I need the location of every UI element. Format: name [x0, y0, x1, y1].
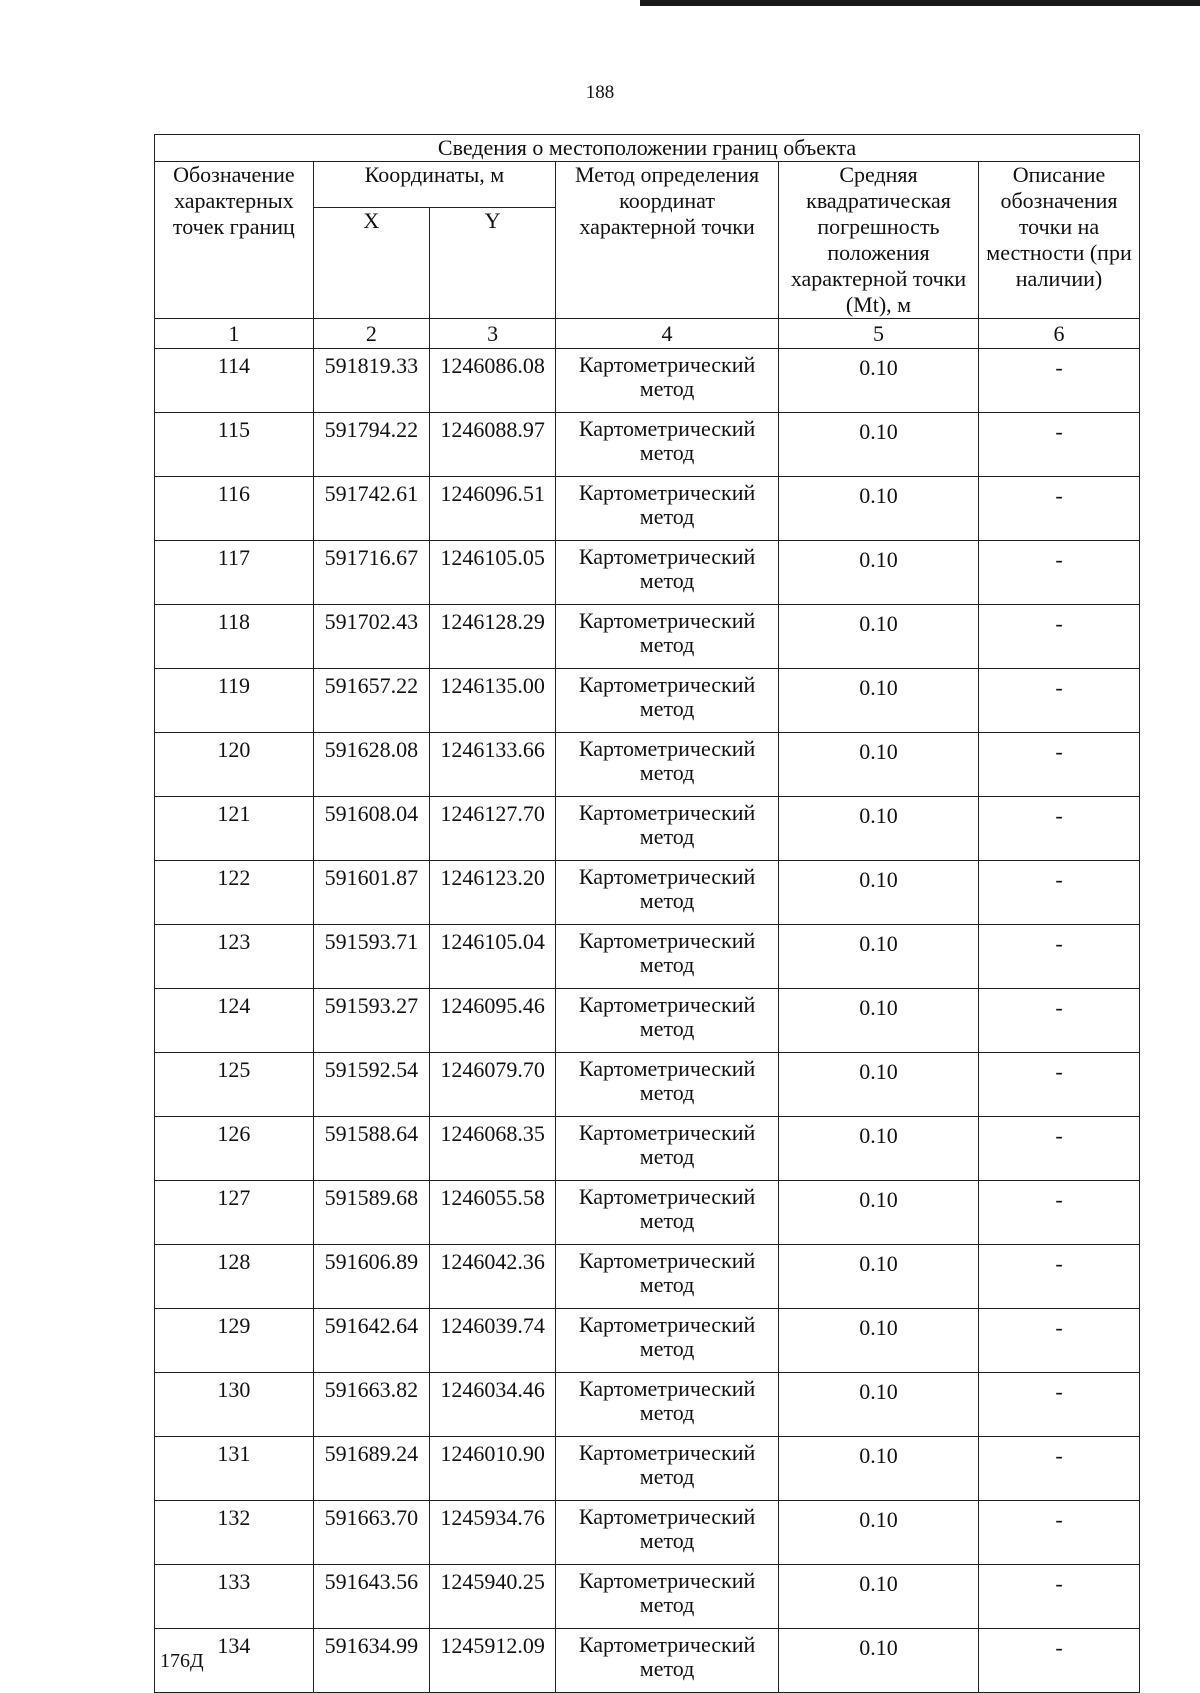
method-cell: Картометрический метод — [556, 477, 779, 541]
description-cell: - — [979, 1309, 1140, 1373]
error-cell: 0.10 — [778, 925, 978, 989]
point-number-cell: 123 — [155, 925, 314, 989]
error-cell: 0.10 — [778, 1629, 978, 1693]
error-cell: 0.10 — [778, 989, 978, 1053]
coordinate-y-cell: 1246105.05 — [430, 541, 556, 605]
coordinate-y-cell: 1246034.46 — [430, 1373, 556, 1437]
error-cell: 0.10 — [778, 605, 978, 669]
coordinate-x-cell: 591642.64 — [313, 1309, 429, 1373]
coordinate-x-cell: 591588.64 — [313, 1117, 429, 1181]
header-description: Описание обозначения точки на местности (при наличии) — [979, 162, 1140, 319]
table-row — [155, 861, 1140, 925]
coordinate-x-cell: 591592.54 — [313, 1053, 429, 1117]
footer-code: 176Д — [160, 1650, 204, 1672]
description-cell: - — [979, 1053, 1140, 1117]
header-coordinates: Координаты, м — [313, 162, 555, 208]
table-row — [155, 1309, 1140, 1373]
error-cell: 0.10 — [778, 413, 978, 477]
table-row — [155, 1501, 1140, 1565]
table-row — [155, 541, 1140, 605]
error-cell: 0.10 — [778, 541, 978, 605]
coordinate-y-cell: 1246135.00 — [430, 669, 556, 733]
point-number-cell: 132 — [155, 1501, 314, 1565]
method-cell: Картометрический метод — [556, 1053, 779, 1117]
description-cell: - — [979, 989, 1140, 1053]
table-row — [155, 605, 1140, 669]
point-number-cell: 129 — [155, 1309, 314, 1373]
description-cell: - — [979, 861, 1140, 925]
error-cell: 0.10 — [778, 1245, 978, 1309]
description-cell: - — [979, 1437, 1140, 1501]
method-cell: Картометрический метод — [556, 1437, 779, 1501]
coordinate-y-cell: 1246128.29 — [430, 605, 556, 669]
header-x: X — [313, 208, 429, 319]
coordinate-x-cell: 591593.27 — [313, 989, 429, 1053]
description-cell: - — [979, 925, 1140, 989]
header-error: Средняя квадратическая погрешность положения характерной точки (Mt), м — [778, 162, 978, 319]
coordinate-y-cell: 1246068.35 — [430, 1117, 556, 1181]
column-number: 5 — [778, 319, 978, 349]
table-row — [155, 1373, 1140, 1437]
coordinate-y-cell: 1246123.20 — [430, 861, 556, 925]
boundary-coordinates-table — [154, 134, 1140, 1693]
table-row — [155, 477, 1140, 541]
column-number: 6 — [979, 319, 1140, 349]
coordinate-x-cell: 591794.22 — [313, 413, 429, 477]
point-number-cell: 117 — [155, 541, 314, 605]
column-numbers-row — [155, 319, 1140, 349]
coordinate-y-cell: 1246055.58 — [430, 1181, 556, 1245]
table-row — [155, 925, 1140, 989]
method-cell: Картометрический метод — [556, 1629, 779, 1693]
coordinate-y-cell: 1246086.08 — [430, 349, 556, 413]
description-cell: - — [979, 1117, 1140, 1181]
header-point: Обозначение характерных точек границ — [155, 162, 314, 319]
point-number-cell: 115 — [155, 413, 314, 477]
coordinate-x-cell: 591819.33 — [313, 349, 429, 413]
description-cell: - — [979, 413, 1140, 477]
method-cell: Картометрический метод — [556, 541, 779, 605]
table-row — [155, 733, 1140, 797]
coordinate-x-cell: 591608.04 — [313, 797, 429, 861]
coordinate-y-cell: 1245934.76 — [430, 1501, 556, 1565]
page-number: 188 — [585, 82, 615, 103]
method-cell: Картометрический метод — [556, 1501, 779, 1565]
error-cell: 0.10 — [778, 1181, 978, 1245]
method-cell: Картометрический метод — [556, 861, 779, 925]
coordinate-x-cell: 591628.08 — [313, 733, 429, 797]
header-method: Метод определения координат характерной точки — [556, 162, 779, 319]
table-row — [155, 1117, 1140, 1181]
error-cell: 0.10 — [778, 861, 978, 925]
error-cell: 0.10 — [778, 349, 978, 413]
point-number-cell: 134 — [155, 1629, 314, 1693]
point-number-cell: 133 — [155, 1565, 314, 1629]
coordinate-x-cell: 591657.22 — [313, 669, 429, 733]
error-cell: 0.10 — [778, 1501, 978, 1565]
coordinate-x-cell: 591716.67 — [313, 541, 429, 605]
coordinate-y-cell: 1246010.90 — [430, 1437, 556, 1501]
coordinate-y-cell: 1246105.04 — [430, 925, 556, 989]
method-cell: Картометрический метод — [556, 733, 779, 797]
method-cell: Картометрический метод — [556, 1181, 779, 1245]
method-cell: Картометрический метод — [556, 605, 779, 669]
method-cell: Картометрический метод — [556, 1117, 779, 1181]
table-row — [155, 1181, 1140, 1245]
point-number-cell: 127 — [155, 1181, 314, 1245]
column-number: 1 — [155, 319, 314, 349]
point-number-cell: 121 — [155, 797, 314, 861]
description-cell: - — [979, 669, 1140, 733]
point-number-cell: 125 — [155, 1053, 314, 1117]
error-cell: 0.10 — [778, 1373, 978, 1437]
description-cell: - — [979, 1565, 1140, 1629]
method-cell: Картометрический метод — [556, 925, 779, 989]
coordinate-y-cell: 1246079.70 — [430, 1053, 556, 1117]
coordinate-x-cell: 591663.82 — [313, 1373, 429, 1437]
point-number-cell: 119 — [155, 669, 314, 733]
method-cell: Картометрический метод — [556, 797, 779, 861]
point-number-cell: 122 — [155, 861, 314, 925]
method-cell: Картометрический метод — [556, 989, 779, 1053]
description-cell: - — [979, 797, 1140, 861]
coordinate-y-cell: 1246127.70 — [430, 797, 556, 861]
point-number-cell: 114 — [155, 349, 314, 413]
description-cell: - — [979, 541, 1140, 605]
point-number-cell: 120 — [155, 733, 314, 797]
error-cell: 0.10 — [778, 1053, 978, 1117]
description-cell: - — [979, 1501, 1140, 1565]
error-cell: 0.10 — [778, 477, 978, 541]
coordinate-y-cell: 1246042.36 — [430, 1245, 556, 1309]
error-cell: 0.10 — [778, 1117, 978, 1181]
method-cell: Картометрический метод — [556, 1565, 779, 1629]
method-cell: Картометрический метод — [556, 669, 779, 733]
table-row — [155, 413, 1140, 477]
description-cell: - — [979, 605, 1140, 669]
method-cell: Картометрический метод — [556, 349, 779, 413]
coordinate-y-cell: 1246096.51 — [430, 477, 556, 541]
coordinate-y-cell: 1245940.25 — [430, 1565, 556, 1629]
description-cell: - — [979, 1629, 1140, 1693]
error-cell: 0.10 — [778, 1565, 978, 1629]
coordinate-y-cell: 1246095.46 — [430, 989, 556, 1053]
error-cell: 0.10 — [778, 733, 978, 797]
point-number-cell: 128 — [155, 1245, 314, 1309]
description-cell: - — [979, 1245, 1140, 1309]
description-cell: - — [979, 349, 1140, 413]
table-row — [155, 797, 1140, 861]
table-row — [155, 1565, 1140, 1629]
top-border-line — [640, 0, 1200, 6]
description-cell: - — [979, 1181, 1140, 1245]
error-cell: 0.10 — [778, 797, 978, 861]
table-row — [155, 1053, 1140, 1117]
point-number-cell: 130 — [155, 1373, 314, 1437]
table-body — [155, 349, 1140, 1693]
coordinate-x-cell: 591742.61 — [313, 477, 429, 541]
column-number: 4 — [556, 319, 779, 349]
point-number-cell: 124 — [155, 989, 314, 1053]
coordinate-x-cell: 591663.70 — [313, 1501, 429, 1565]
table-caption: Сведения о местоположении границ объекта — [155, 135, 1140, 162]
header-y: Y — [430, 208, 556, 319]
table-row — [155, 349, 1140, 413]
column-number: 3 — [430, 319, 556, 349]
coordinate-x-cell: 591589.68 — [313, 1181, 429, 1245]
coordinate-x-cell: 591634.99 — [313, 1629, 429, 1693]
table-row — [155, 1629, 1140, 1693]
method-cell: Картометрический метод — [556, 1309, 779, 1373]
column-number: 2 — [313, 319, 429, 349]
description-cell: - — [979, 733, 1140, 797]
point-number-cell: 126 — [155, 1117, 314, 1181]
coordinate-x-cell: 591601.87 — [313, 861, 429, 925]
method-cell: Картометрический метод — [556, 1245, 779, 1309]
coordinate-y-cell: 1246133.66 — [430, 733, 556, 797]
table-row — [155, 1437, 1140, 1501]
coordinate-x-cell: 591643.56 — [313, 1565, 429, 1629]
table-row — [155, 1245, 1140, 1309]
error-cell: 0.10 — [778, 1437, 978, 1501]
coordinate-x-cell: 591593.71 — [313, 925, 429, 989]
coordinate-x-cell: 591689.24 — [313, 1437, 429, 1501]
method-cell: Картометрический метод — [556, 1373, 779, 1437]
description-cell: - — [979, 477, 1140, 541]
method-cell: Картометрический метод — [556, 413, 779, 477]
coordinate-x-cell: 591702.43 — [313, 605, 429, 669]
point-number-cell: 116 — [155, 477, 314, 541]
coordinate-y-cell: 1245912.09 — [430, 1629, 556, 1693]
table-row — [155, 669, 1140, 733]
table-row — [155, 989, 1140, 1053]
coordinate-y-cell: 1246088.97 — [430, 413, 556, 477]
coordinate-y-cell: 1246039.74 — [430, 1309, 556, 1373]
description-cell: - — [979, 1373, 1140, 1437]
error-cell: 0.10 — [778, 1309, 978, 1373]
point-number-cell: 131 — [155, 1437, 314, 1501]
coordinate-x-cell: 591606.89 — [313, 1245, 429, 1309]
error-cell: 0.10 — [778, 669, 978, 733]
point-number-cell: 118 — [155, 605, 314, 669]
